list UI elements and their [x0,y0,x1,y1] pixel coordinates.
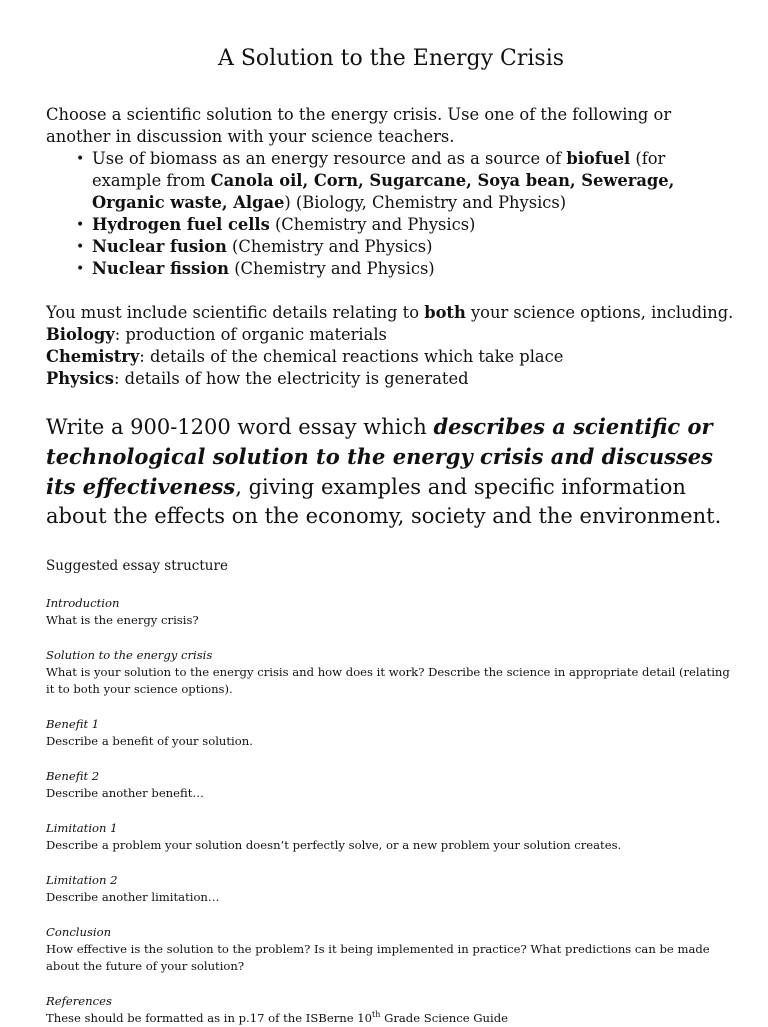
structure-heading: Suggested essay structure [46,558,228,574]
requirement-chemistry: Chemistry: details of the chemical reactions which take place [46,347,564,366]
section-introduction: Introduction What is the energy crisis? [46,596,199,627]
document-page [46,0,736,1027]
options-list [46,148,736,280]
section-conclusion: Conclusion How effective is the solution to the problem? Is it being implemented in practice? What predictions can be made about the future of your solution? [46,925,710,973]
section-limitation-1: Limitation 1 Describe a problem your solution doesn’t perfectly solve, or a new problem your solution creates. [46,821,622,852]
option-hydrogen: • Hydrogen fuel cells (Chemistry and Physics) [92,214,736,236]
section-benefit-2: Benefit 2 Describe another benefit… [46,769,204,800]
requirement-physics: Physics: details of how the electricity is generated [46,369,469,388]
page-title: A Solution to the Energy Crisis [217,46,565,71]
option-biomass: • Use of biomass as an energy resource and as a source of biofuel (for example from Canola oil, Corn, Sugarcane, Soya bean, Sewerage, Organic waste, Algae) (Biology, Chemistry and Physics) [92,148,736,214]
section-solution: Solution to the energy crisis What is your solution to the energy crisis and how does it work? Describe the science in appropriate detail (relating it to both your science options). [46,648,730,696]
option-fission: • Nuclear fission (Chemistry and Physics) [92,258,736,280]
requirement-biology: Biology: production of organic materials [46,325,387,344]
intro-paragraph: Choose a scientific solution to the energy crisis. Use one of the following or another in discussion with your science teachers. [46,105,672,146]
requirements-lead: You must include scientific details relating to both your science options, including. [46,303,734,322]
essay-instruction: Write a 900-1200 word essay which describes a scientific or technological solution to the energy crisis and discusses its effectiveness, giving examples and specific information about the effects on the economy, society and the environment. [46,414,722,528]
option-fusion: • Nuclear fusion (Chemistry and Physics) [92,236,736,258]
requirements-block [46,302,736,390]
section-limitation-2: Limitation 2 Describe another limitation… [46,873,220,904]
section-references: References These should be formatted as in p.17 of the ISBerne 10th Grade Science Guide [46,994,508,1025]
section-benefit-1: Benefit 1 Describe a benefit of your solution. [46,717,253,748]
